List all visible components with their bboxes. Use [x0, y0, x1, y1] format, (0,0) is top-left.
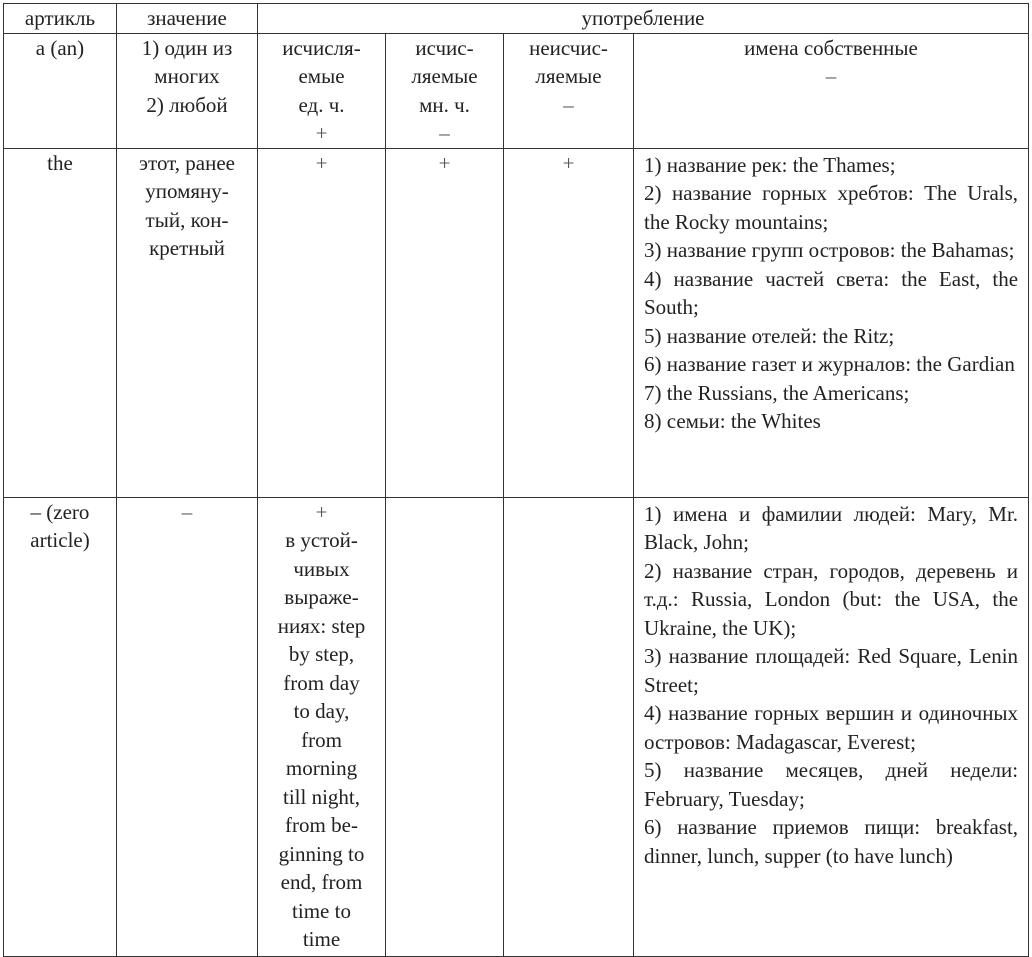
- cell-line: ед. ч.: [298, 92, 345, 117]
- cell-line: from day: [283, 670, 360, 695]
- header-article: артикль: [4, 4, 117, 34]
- meaning-line: упомяну-: [145, 179, 229, 203]
- dash-mark: –: [439, 121, 450, 145]
- list-item: 4) название горных вершин и одиночных островов: Madagascar, Everest;: [644, 701, 1019, 754]
- plus-mark: +: [315, 499, 328, 524]
- cell-line: ляемые: [411, 64, 478, 88]
- list-item: 6) название приемов пищи: breakfast, dinner, lunch, supper (to have lunch): [644, 815, 1019, 868]
- list-item: 7) the Russians, the Americans;: [644, 380, 910, 405]
- meaning-line: 2) любой: [146, 92, 228, 117]
- article-cell: the: [4, 148, 117, 497]
- article-cell: a (an): [4, 33, 117, 148]
- cell-line: to day,: [293, 699, 350, 723]
- meaning-line: тый, кон-: [145, 207, 229, 232]
- dash-mark: –: [563, 92, 574, 117]
- cell-line: end, from: [280, 870, 363, 894]
- table-row: [4, 148, 1029, 497]
- countable-singular-cell: [258, 33, 386, 148]
- dash-mark: –: [825, 64, 837, 88]
- meaning-line: этот, ранее: [139, 150, 235, 175]
- cell-line: morning: [285, 756, 358, 780]
- table-row: [4, 33, 1029, 148]
- list-item: 3) название площадей: Red Square, Lenin Street;: [644, 644, 1019, 697]
- cell-line: ginning to: [278, 841, 365, 866]
- cell-line: from: [301, 727, 342, 752]
- uncountable-cell: [504, 497, 634, 956]
- meaning-cell: [117, 33, 258, 148]
- uncountable-cell: [504, 33, 634, 148]
- cell-line: time to: [292, 898, 351, 923]
- cell-line: емые: [298, 64, 345, 88]
- list-item: 1) имена и фамилии людей: Mary, Mr. Black, John;: [644, 501, 1019, 554]
- cell-line: чивых: [293, 556, 350, 581]
- meaning-line: кретный: [149, 236, 225, 260]
- cell-line: from be-: [285, 813, 358, 837]
- cell-line: article): [30, 528, 90, 552]
- cell-line: выраже-: [284, 585, 359, 609]
- cell-line: в устой-: [285, 528, 358, 552]
- articles-table: [3, 3, 1029, 957]
- header-meaning: значение: [117, 4, 258, 34]
- header-usage: употребление: [258, 4, 1029, 34]
- cell-line: исчис-: [415, 35, 474, 60]
- cell-line: by step,: [288, 642, 355, 666]
- header-row: [4, 4, 1029, 34]
- countable-plural-cell: [386, 497, 504, 956]
- list-item: 3) название групп островов: the Bahamas;: [644, 238, 1015, 262]
- countable-plural-cell: [386, 33, 504, 148]
- cell-line: – (zero: [30, 499, 90, 524]
- plus-mark: +: [386, 148, 504, 497]
- proper-names-list: [634, 148, 1029, 497]
- plus-mark: +: [315, 121, 328, 145]
- cell-line: имена собственные: [744, 35, 918, 60]
- article-cell: [4, 497, 117, 956]
- cell-line: неисчис-: [529, 35, 608, 60]
- proper-names-cell: [634, 33, 1029, 148]
- list-item: 1) название рек: the Thames;: [644, 152, 896, 177]
- list-item: 2) название стран, городов, деревень и т.д.: Russia, London (but: the USA, the Ukraine, the UK);: [644, 558, 1019, 640]
- table-row: [4, 497, 1029, 956]
- cell-line: мн. ч.: [419, 92, 470, 117]
- plus-mark: +: [504, 148, 634, 497]
- meaning-line: многих: [154, 64, 220, 88]
- cell-line: till night,: [282, 784, 360, 809]
- list-item: 8) семьи: the Whites: [644, 409, 821, 433]
- proper-names-list: [634, 497, 1029, 956]
- dash-mark: –: [117, 497, 258, 956]
- list-item: 5) название месяцев, дней недели: February, Tuesday;: [644, 758, 1019, 811]
- cell-line: time: [302, 927, 341, 951]
- list-item: 2) название горных хребтов: The Urals, the Rocky mountains;: [644, 181, 1019, 234]
- countable-singular-cell: [258, 497, 386, 956]
- plus-mark: +: [258, 148, 386, 497]
- meaning-line: 1) один из: [141, 35, 233, 60]
- list-item: 5) название отелей: the Ritz;: [644, 323, 895, 348]
- meaning-cell: [117, 148, 258, 497]
- list-item: 4) название частей света: the East, the South;: [644, 266, 1019, 319]
- cell-line: ляемые: [535, 64, 602, 88]
- list-item: 6) название газет и журналов: the Gardian: [644, 352, 1015, 376]
- cell-line: ниях: step: [277, 613, 366, 638]
- cell-line: исчисля-: [282, 35, 361, 60]
